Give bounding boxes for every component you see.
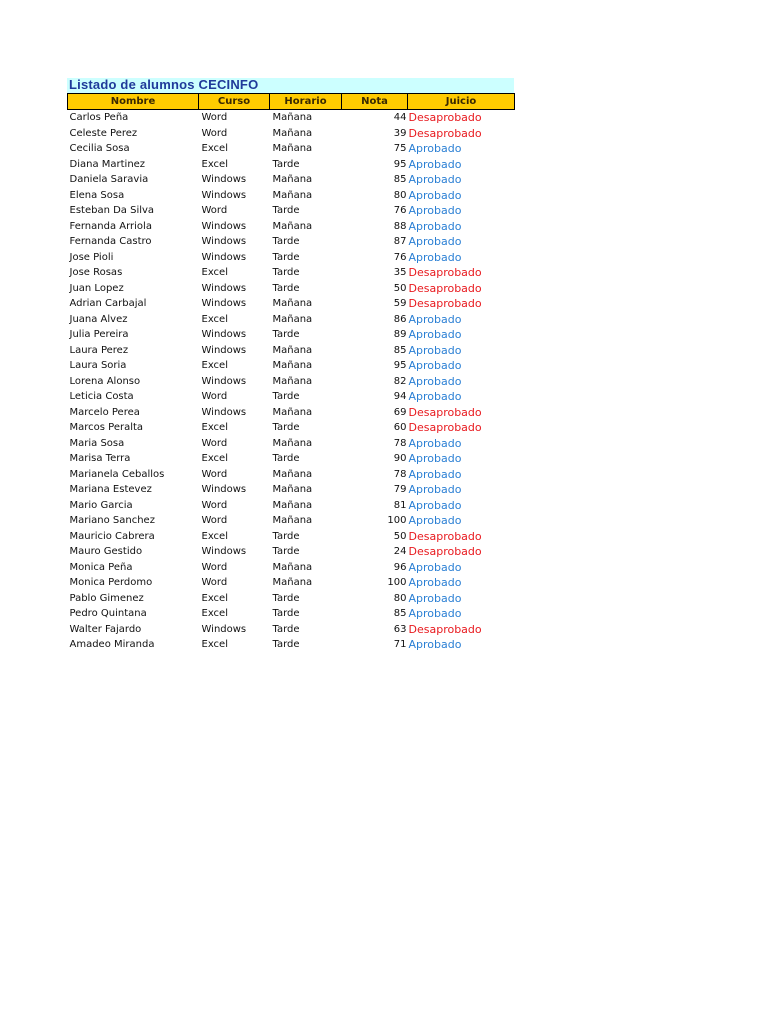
schedule-cell: Mañana	[272, 577, 313, 588]
course-cell: Windows	[201, 174, 247, 185]
table-row	[68, 110, 515, 126]
table-header	[68, 94, 515, 110]
student-name-cell: Jose Pioli	[69, 251, 114, 263]
student-name-cell: Monica Perdomo	[69, 577, 153, 588]
table-row	[68, 203, 515, 219]
header-nota: Nota	[342, 94, 408, 110]
verdict-cell: Desaprobado	[408, 622, 482, 636]
grade-cell: 79	[393, 484, 407, 495]
student-name-cell: Maria Sosa	[69, 437, 125, 449]
grade-cell: 80	[393, 592, 407, 604]
verdict-cell: Aprobado	[408, 328, 462, 341]
course-cell: Windows	[201, 329, 247, 340]
student-name-cell: Fernanda Arriola	[69, 220, 152, 232]
student-name-cell: Pablo Gimenez	[69, 592, 144, 604]
student-name-cell: Mariana Estevez	[69, 484, 152, 495]
verdict-cell: Desaprobado	[408, 405, 482, 419]
verdict-cell: Aprobado	[408, 576, 462, 589]
grade-cell: 86	[393, 313, 407, 325]
schedule-cell: Tarde	[272, 453, 300, 464]
schedule-cell: Mañana	[272, 112, 313, 123]
grade-cell: 69	[393, 406, 407, 418]
table-row	[68, 420, 515, 436]
schedule-cell: Tarde	[272, 530, 300, 542]
page-title: Listado de alumnos CECINFO	[69, 77, 259, 92]
verdict-cell: Aprobado	[408, 514, 462, 527]
schedule-cell: Mañana	[272, 375, 313, 387]
schedule-cell: Mañana	[272, 189, 313, 201]
schedule-cell: Tarde	[272, 546, 300, 557]
verdict-cell: Desaprobado	[408, 545, 482, 558]
grade-cell: 95	[393, 158, 407, 170]
schedule-cell: Tarde	[272, 205, 300, 216]
grade-cell: 88	[393, 220, 407, 232]
grade-cell: 75	[393, 143, 407, 154]
table-row	[68, 560, 515, 576]
grade-cell: 44	[393, 112, 407, 123]
course-cell: Word	[201, 391, 228, 402]
schedule-cell: Tarde	[272, 639, 300, 650]
header-nombre: Nombre	[68, 94, 199, 110]
schedule-cell: Mañana	[272, 484, 313, 495]
course-cell: Excel	[201, 592, 228, 604]
header-horario: Horario	[270, 94, 342, 110]
course-cell: Excel	[201, 313, 228, 325]
grade-cell: 85	[393, 344, 407, 356]
verdict-cell: Aprobado	[408, 188, 462, 202]
verdict-cell: Desaprobado	[408, 529, 482, 543]
verdict-cell: Aprobado	[408, 235, 462, 248]
grade-cell: 96	[393, 561, 407, 573]
verdict-cell: Desaprobado	[408, 421, 482, 434]
grade-cell: 63	[393, 623, 407, 635]
student-name-cell: Marianela Ceballos	[69, 468, 165, 480]
table-row	[68, 343, 515, 359]
table-row	[68, 591, 515, 607]
course-cell: Word	[201, 112, 228, 123]
table-row	[68, 172, 515, 188]
schedule-cell: Mañana	[272, 437, 313, 449]
grade-cell: 95	[393, 360, 407, 371]
table-row	[68, 482, 515, 498]
table-row	[68, 188, 515, 204]
header-juicio: Juicio	[408, 94, 515, 110]
course-cell: Excel	[201, 158, 228, 170]
schedule-cell: Mañana	[272, 468, 313, 480]
students-table	[67, 93, 515, 653]
student-name-cell: Celeste Perez	[69, 127, 138, 139]
grade-cell: 39	[393, 127, 407, 139]
student-name-cell: Leticia Costa	[69, 391, 134, 402]
student-name-cell: Monica Peña	[69, 561, 133, 573]
grade-cell: 87	[393, 236, 407, 247]
grade-cell: 60	[393, 422, 407, 433]
schedule-cell: Tarde	[272, 623, 300, 635]
student-list-sheet	[67, 78, 514, 653]
grade-cell: 85	[393, 174, 407, 185]
schedule-cell: Mañana	[272, 344, 313, 356]
table-body	[68, 110, 515, 653]
table-row	[68, 234, 515, 250]
schedule-cell: Tarde	[272, 282, 300, 294]
student-name-cell: Lorena Alonso	[69, 375, 141, 387]
student-name-cell: Marisa Terra	[69, 453, 131, 464]
student-name-cell: Juan Lopez	[69, 282, 124, 294]
course-cell: Windows	[201, 298, 247, 309]
grade-cell: 80	[393, 189, 407, 201]
verdict-cell: Aprobado	[408, 343, 462, 357]
schedule-cell: Mañana	[272, 406, 313, 418]
table-row	[68, 312, 515, 328]
schedule-cell: Mañana	[272, 499, 313, 511]
student-name-cell: Marcos Peralta	[69, 422, 144, 433]
verdict-cell: Aprobado	[408, 638, 462, 651]
grade-cell: 94	[393, 391, 407, 402]
schedule-cell: Mañana	[272, 313, 313, 325]
verdict-cell: Aprobado	[408, 436, 462, 450]
verdict-cell: Aprobado	[408, 173, 462, 186]
course-cell: Excel	[201, 608, 228, 619]
table-row	[68, 637, 515, 653]
course-cell: Windows	[201, 236, 247, 247]
course-cell: Excel	[201, 639, 228, 650]
course-cell: Word	[201, 437, 228, 449]
verdict-cell: Desaprobado	[408, 281, 482, 295]
table-row	[68, 126, 515, 142]
title-bar	[67, 78, 514, 93]
grade-cell: 50	[393, 530, 407, 542]
course-cell: Windows	[201, 484, 247, 495]
course-cell: Excel	[201, 422, 228, 433]
grade-cell: 90	[393, 453, 407, 464]
grade-cell: 81	[393, 499, 407, 511]
student-name-cell: Jose Rosas	[69, 267, 123, 278]
schedule-cell: Mañana	[272, 220, 313, 232]
verdict-cell: Aprobado	[408, 312, 462, 326]
table-row	[68, 575, 515, 591]
verdict-cell: Aprobado	[408, 359, 462, 372]
student-name-cell: Julia Pereira	[69, 329, 129, 340]
grade-cell: 76	[393, 205, 407, 216]
schedule-cell: Tarde	[272, 158, 300, 170]
grade-cell: 50	[393, 282, 407, 294]
student-name-cell: Juana Alvez	[69, 313, 128, 325]
student-name-cell: Pedro Quintana	[69, 608, 147, 619]
table-row	[68, 529, 515, 545]
table-row	[68, 467, 515, 483]
verdict-cell: Desaprobado	[408, 297, 482, 310]
verdict-cell: Aprobado	[408, 607, 462, 620]
table-row	[68, 374, 515, 390]
course-cell: Word	[201, 205, 228, 216]
course-cell: Windows	[201, 344, 247, 356]
student-name-cell: Mauro Gestido	[69, 546, 143, 557]
table-row	[68, 451, 515, 467]
course-cell: Excel	[201, 360, 228, 371]
course-cell: Word	[201, 561, 228, 573]
verdict-cell: Desaprobado	[408, 266, 482, 279]
grade-cell: 82	[393, 375, 407, 387]
schedule-cell: Tarde	[272, 608, 300, 619]
table-row	[68, 358, 515, 374]
verdict-cell: Aprobado	[408, 483, 462, 496]
schedule-cell: Mañana	[272, 298, 313, 309]
table-row	[68, 544, 515, 560]
course-cell: Word	[201, 468, 228, 480]
schedule-cell: Tarde	[272, 236, 300, 247]
schedule-cell: Tarde	[272, 422, 300, 433]
course-cell: Excel	[201, 267, 228, 278]
course-cell: Windows	[201, 546, 247, 557]
table-row	[68, 296, 515, 312]
student-name-cell: Laura Perez	[69, 344, 129, 356]
course-cell: Word	[201, 577, 228, 588]
table-row	[68, 265, 515, 281]
course-cell: Windows	[201, 189, 247, 201]
table-row	[68, 513, 515, 529]
verdict-cell: Aprobado	[408, 374, 462, 388]
verdict-cell: Aprobado	[408, 157, 462, 171]
student-name-cell: Fernanda Castro	[69, 236, 152, 247]
verdict-cell: Aprobado	[408, 467, 462, 481]
verdict-cell: Desaprobado	[408, 126, 482, 140]
course-cell: Windows	[201, 282, 247, 294]
grade-cell: 59	[393, 298, 407, 309]
table-row	[68, 622, 515, 638]
student-name-cell: Daniela Saravia	[69, 174, 149, 185]
verdict-cell: Aprobado	[408, 142, 462, 155]
schedule-cell: Tarde	[272, 391, 300, 402]
schedule-cell: Mañana	[272, 174, 313, 185]
verdict-cell: Aprobado	[408, 204, 462, 217]
course-cell: Word	[201, 127, 228, 139]
schedule-cell: Tarde	[272, 329, 300, 340]
schedule-cell: Mañana	[272, 515, 313, 526]
course-cell: Excel	[201, 143, 228, 154]
student-name-cell: Marcelo Perea	[69, 406, 140, 418]
course-cell: Windows	[201, 375, 247, 387]
schedule-cell: Mañana	[272, 360, 313, 371]
grade-cell: 100	[387, 515, 407, 526]
student-name-cell: Diana Martinez	[69, 158, 146, 170]
grade-cell: 100	[387, 577, 407, 588]
course-cell: Word	[201, 499, 228, 511]
course-cell: Excel	[201, 530, 228, 542]
schedule-cell: Mañana	[272, 127, 313, 139]
student-name-cell: Walter Fajardo	[69, 623, 142, 635]
course-cell: Windows	[201, 251, 247, 263]
course-cell: Windows	[201, 220, 247, 232]
schedule-cell: Tarde	[272, 267, 300, 278]
grade-cell: 89	[393, 329, 407, 340]
course-cell: Windows	[201, 406, 247, 418]
student-name-cell: Amadeo Miranda	[69, 639, 155, 650]
verdict-cell: Aprobado	[408, 452, 462, 465]
table-row	[68, 498, 515, 514]
student-name-cell: Carlos Peña	[69, 112, 129, 123]
grade-cell: 35	[393, 267, 407, 278]
schedule-cell: Tarde	[272, 592, 300, 604]
course-cell: Word	[201, 515, 228, 526]
verdict-cell: Aprobado	[408, 560, 462, 574]
grade-cell: 24	[393, 546, 407, 557]
student-name-cell: Elena Sosa	[69, 189, 125, 201]
student-name-cell: Mariano Sanchez	[69, 515, 155, 526]
table-row	[68, 157, 515, 173]
student-name-cell: Mario Garcia	[69, 499, 133, 511]
table-row	[68, 219, 515, 235]
student-name-cell: Laura Soria	[69, 360, 127, 371]
verdict-cell: Aprobado	[408, 250, 462, 264]
course-cell: Windows	[201, 623, 247, 635]
grade-cell: 85	[393, 608, 407, 619]
grade-cell: 78	[393, 468, 407, 480]
table-row	[68, 327, 515, 343]
verdict-cell: Aprobado	[408, 219, 462, 233]
verdict-cell: Aprobado	[408, 498, 462, 512]
table-row	[68, 141, 515, 157]
grade-cell: 78	[393, 437, 407, 449]
grade-cell: 76	[393, 251, 407, 263]
student-name-cell: Esteban Da Silva	[69, 205, 155, 216]
grade-cell: 71	[393, 639, 407, 650]
student-name-cell: Cecilia Sosa	[69, 143, 130, 154]
student-name-cell: Adrian Carbajal	[69, 298, 147, 309]
table-row	[68, 405, 515, 421]
header-row	[68, 94, 515, 110]
table-row	[68, 389, 515, 405]
table-row	[68, 250, 515, 266]
verdict-cell: Aprobado	[408, 591, 462, 605]
table-row	[68, 436, 515, 452]
verdict-cell: Desaprobado	[408, 111, 482, 124]
table-row	[68, 606, 515, 622]
verdict-cell: Aprobado	[408, 390, 462, 403]
table-row	[68, 281, 515, 297]
student-name-cell: Mauricio Cabrera	[69, 530, 155, 542]
schedule-cell: Mañana	[272, 561, 313, 573]
course-cell: Excel	[201, 453, 228, 464]
schedule-cell: Mañana	[272, 143, 313, 154]
header-curso: Curso	[199, 94, 270, 110]
schedule-cell: Tarde	[272, 251, 300, 263]
